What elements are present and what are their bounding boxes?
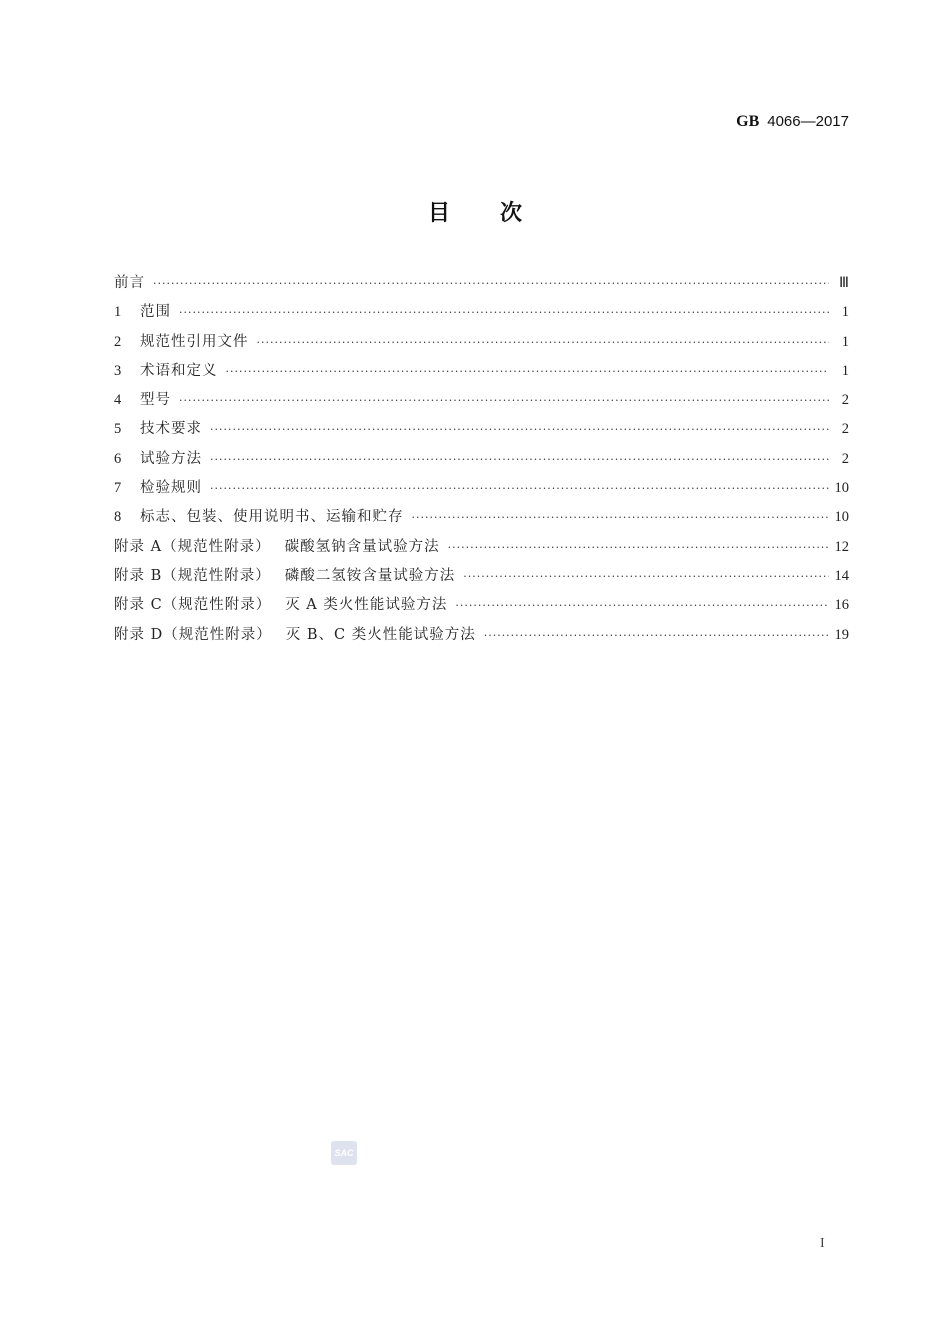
toc-entry-page: 2 <box>841 450 849 467</box>
standard-prefix: GB <box>736 113 760 130</box>
toc-entry[interactable] <box>114 564 849 593</box>
toc-entry-subtitle: 碳酸氢钠含量试验方法 <box>284 538 440 555</box>
toc-leader-dots <box>412 511 829 524</box>
toc-leader-dots <box>153 277 829 290</box>
toc-leader-dots <box>179 306 829 319</box>
toc-entry-number: 3 <box>114 362 122 379</box>
toc-entry[interactable] <box>114 505 849 534</box>
toc-leader-dots <box>257 336 830 349</box>
toc-entry-title: 标志、包装、使用说明书、运输和贮存 <box>140 509 404 526</box>
toc-entry-title: 附录 D（规范性附录） <box>114 626 272 643</box>
toc-entry[interactable] <box>114 300 849 329</box>
toc-entry-number: 5 <box>114 421 122 438</box>
toc-entry[interactable] <box>114 593 849 622</box>
toc-entry[interactable] <box>114 476 849 505</box>
toc-entry-label <box>140 359 218 380</box>
toc-entry-title: 术语和定义 <box>140 362 218 379</box>
toc-entry-number: 4 <box>114 392 122 409</box>
toc-entry-page: 2 <box>841 392 849 409</box>
toc-entry-page: 12 <box>834 538 849 555</box>
toc-entry-subtitle: 灭 B、C 类火性能试验方法 <box>285 626 476 643</box>
toc-entry-label <box>140 300 171 321</box>
toc-entry-number: 6 <box>114 450 122 467</box>
standard-code: 4066—2017 <box>767 113 849 130</box>
toc-leader-dots <box>455 599 828 612</box>
toc-entry-subtitle: 灭 A 类火性能试验方法 <box>285 597 448 614</box>
toc-entry[interactable] <box>114 535 849 564</box>
title-char-1: 目 <box>427 201 450 226</box>
toc-entry-label <box>114 623 476 644</box>
toc-entry-title: 前言 <box>114 275 145 291</box>
toc-entry-page: 1 <box>841 362 849 379</box>
toc-entry-title: 附录 B（规范性附录） <box>114 567 271 584</box>
toc-entry-label <box>140 417 202 438</box>
page-title <box>0 196 950 227</box>
toc-entry-title: 试验方法 <box>140 450 202 467</box>
toc-entry[interactable] <box>114 330 849 359</box>
toc-entry-label <box>140 476 202 497</box>
toc-leader-dots <box>463 570 828 583</box>
toc-entry-label <box>140 505 404 526</box>
toc-leader-dots <box>179 394 829 407</box>
toc-entry[interactable] <box>114 417 849 446</box>
sac-watermark-logo: SAC <box>331 1141 357 1165</box>
toc-entry-subtitle: 磷酸二氢铵含量试验方法 <box>284 567 456 584</box>
toc-entry-number: 2 <box>114 333 122 350</box>
toc-entry-page: Ⅲ <box>839 275 849 291</box>
toc-entry-number: 1 <box>114 304 122 321</box>
toc-entry-page: 19 <box>834 626 849 643</box>
toc-entry-label <box>140 330 249 351</box>
toc-leader-dots <box>210 423 829 436</box>
toc-leader-dots <box>484 629 829 642</box>
toc-leader-dots <box>210 482 829 495</box>
toc-entry[interactable] <box>114 359 849 388</box>
toc-entry-page: 1 <box>841 333 849 350</box>
toc-entry-title: 附录 A（规范性附录） <box>114 538 271 555</box>
toc-entry-title: 附录 C（规范性附录） <box>114 597 272 614</box>
toc-entry-label <box>114 535 440 556</box>
toc-entry-label <box>114 564 455 585</box>
toc-entry-page: 10 <box>834 480 849 497</box>
toc-entry-number: 7 <box>114 480 122 497</box>
toc-entry-page: 1 <box>841 304 849 321</box>
page-number: I <box>820 1236 825 1251</box>
toc-entry[interactable] <box>114 388 849 417</box>
toc-entry-page: 10 <box>834 509 849 526</box>
title-char-2: 次 <box>500 201 523 226</box>
toc-leader-dots <box>210 453 829 466</box>
toc-entry-number: 8 <box>114 509 122 526</box>
toc-entry-title: 规范性引用文件 <box>140 333 249 350</box>
toc-leader-dots <box>226 365 830 378</box>
toc-entry[interactable] <box>114 447 849 476</box>
toc-entry-label <box>140 447 202 468</box>
toc-entry-page: 16 <box>834 597 849 614</box>
toc-entry-page: 2 <box>841 421 849 438</box>
toc-leader-dots <box>448 541 829 554</box>
toc-entry-title: 型号 <box>140 392 171 409</box>
toc-entry-label <box>114 593 447 614</box>
toc-entry[interactable] <box>114 623 849 652</box>
standard-number <box>736 113 849 131</box>
toc-entry[interactable] <box>114 271 849 300</box>
toc-entry-label <box>114 271 145 292</box>
table-of-contents <box>114 271 849 652</box>
toc-entry-page: 14 <box>834 567 849 584</box>
toc-entry-title: 检验规则 <box>140 480 202 497</box>
toc-entry-title: 技术要求 <box>140 421 202 438</box>
toc-entry-label <box>140 388 171 409</box>
toc-entry-title: 范围 <box>140 304 171 321</box>
